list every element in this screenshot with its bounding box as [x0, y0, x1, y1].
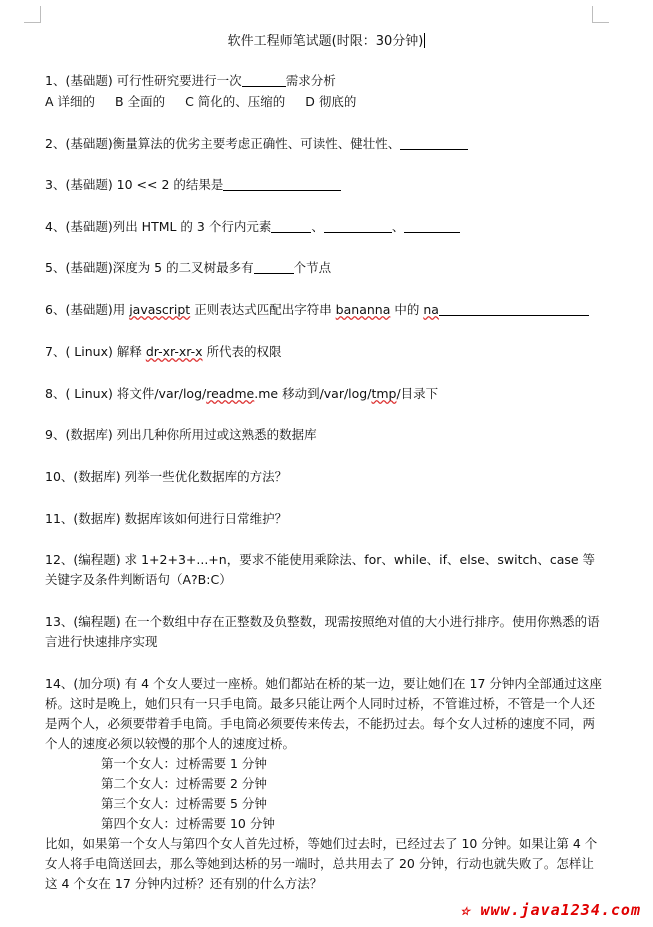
answer-blank [324, 218, 392, 233]
question-3: 3、(基础题) 10 << 2 的结果是 [45, 175, 605, 195]
question-12: 12、(编程题) 求 1+2+3+...+n，要求不能使用乘除法、for、while、if、else、switch、case 等关键字及条件判断语句（A?B:C） [45, 552, 596, 587]
answer-blank [223, 176, 341, 191]
list-item: 第三个女人：过桥需要 5 分钟 [101, 796, 267, 811]
answer-blank [242, 72, 286, 87]
question-11: 11、(数据库) 数据库该如何进行日常维护？ [45, 511, 288, 526]
list-item: 第四个女人：过桥需要 10 分钟 [101, 816, 275, 831]
crop-mark-top-left [24, 6, 41, 23]
answer-blank [439, 301, 589, 316]
question-14: 14、(加分项) 有 4 个女人要过一座桥。她们都站在桥的某一边，要让她们在 17 分钟内全部通过这座桥。这时是晚上，她们只有一只手电筒。最多只能让两个人同时过桥，不管谁过桥，不管是一个人还是两个人，必须要带着手电筒。手电筒必须要传来传去，不能扔过去。每个女人过桥的速度不同，两个人的速度必须以较慢的那个人的速度过桥。 第一个女人：过桥需要 1 分钟 第二个女人：过桥需要 2 分钟 第三个女人：过桥需要 5 分钟 第四个女人：过桥需要 10 分钟 比如，如果第一个女人与第四个女人首先过桥，等她们过去时，已经过去了 10 分钟。如果让第 4 个女人将手电筒送回去，那么等她到达桥的另一端时，总共用去了 20 分钟，行动也就失败了。怎样让这 4 个女在 17 分钟内过桥？还有别的什么方法？ [45, 674, 605, 894]
text-cursor [424, 33, 425, 48]
list-item: 第一个女人：过桥需要 1 分钟 [101, 756, 267, 771]
question-7: 7、( Linux) 解释 dr-xr-xr-x 所代表的权限 [45, 344, 282, 359]
question-1: 1、(基础题) 可行性研究要进行一次 需求分析 [45, 73, 336, 88]
question-5: 5、(基础题)深度为 5 的二叉树最多有 个节点 [45, 260, 332, 275]
answer-blank [254, 259, 294, 274]
document-title: 软件工程师笔试题(时限：30分钟) [227, 34, 424, 49]
list-item: 第二个女人：过桥需要 2 分钟 [101, 776, 267, 791]
question-1-options: A 详细的 B 全面的 C 简化的、压缩的 D 彻底的 [45, 94, 357, 109]
answer-blank [404, 218, 460, 233]
question-2: 2、(基础题)衡量算法的优劣主要考虑正确性、可读性、健壮性、 [45, 134, 605, 154]
question-6: 6、(基础题)用 javascript 正则表达式匹配出字符串 bananna 中的 na [45, 300, 605, 320]
answer-blank [271, 218, 311, 233]
question-8: 8、( Linux) 将文件/var/log/readme.me 移动到/var/log/tmp/目录下 [45, 386, 439, 401]
question-10: 10、(数据库) 列举一些优化数据库的方法？ [45, 469, 288, 484]
question-9: 9、(数据库) 列出几种你所用过或这熟悉的数据库 [45, 427, 317, 442]
watermark-logo: ☆ www.java1234.com [460, 901, 641, 919]
crop-mark-top-right [592, 6, 609, 23]
question-4: 4、(基础题)列出 HTML 的 3 个行内元素 、 、 [45, 217, 605, 237]
question-13: 13、(编程题) 在一个数组中存在正整数及负整数，现需按照绝对值的大小进行排序。使用你熟悉的语言进行快速排序实现 [45, 614, 600, 649]
answer-blank [400, 135, 468, 150]
